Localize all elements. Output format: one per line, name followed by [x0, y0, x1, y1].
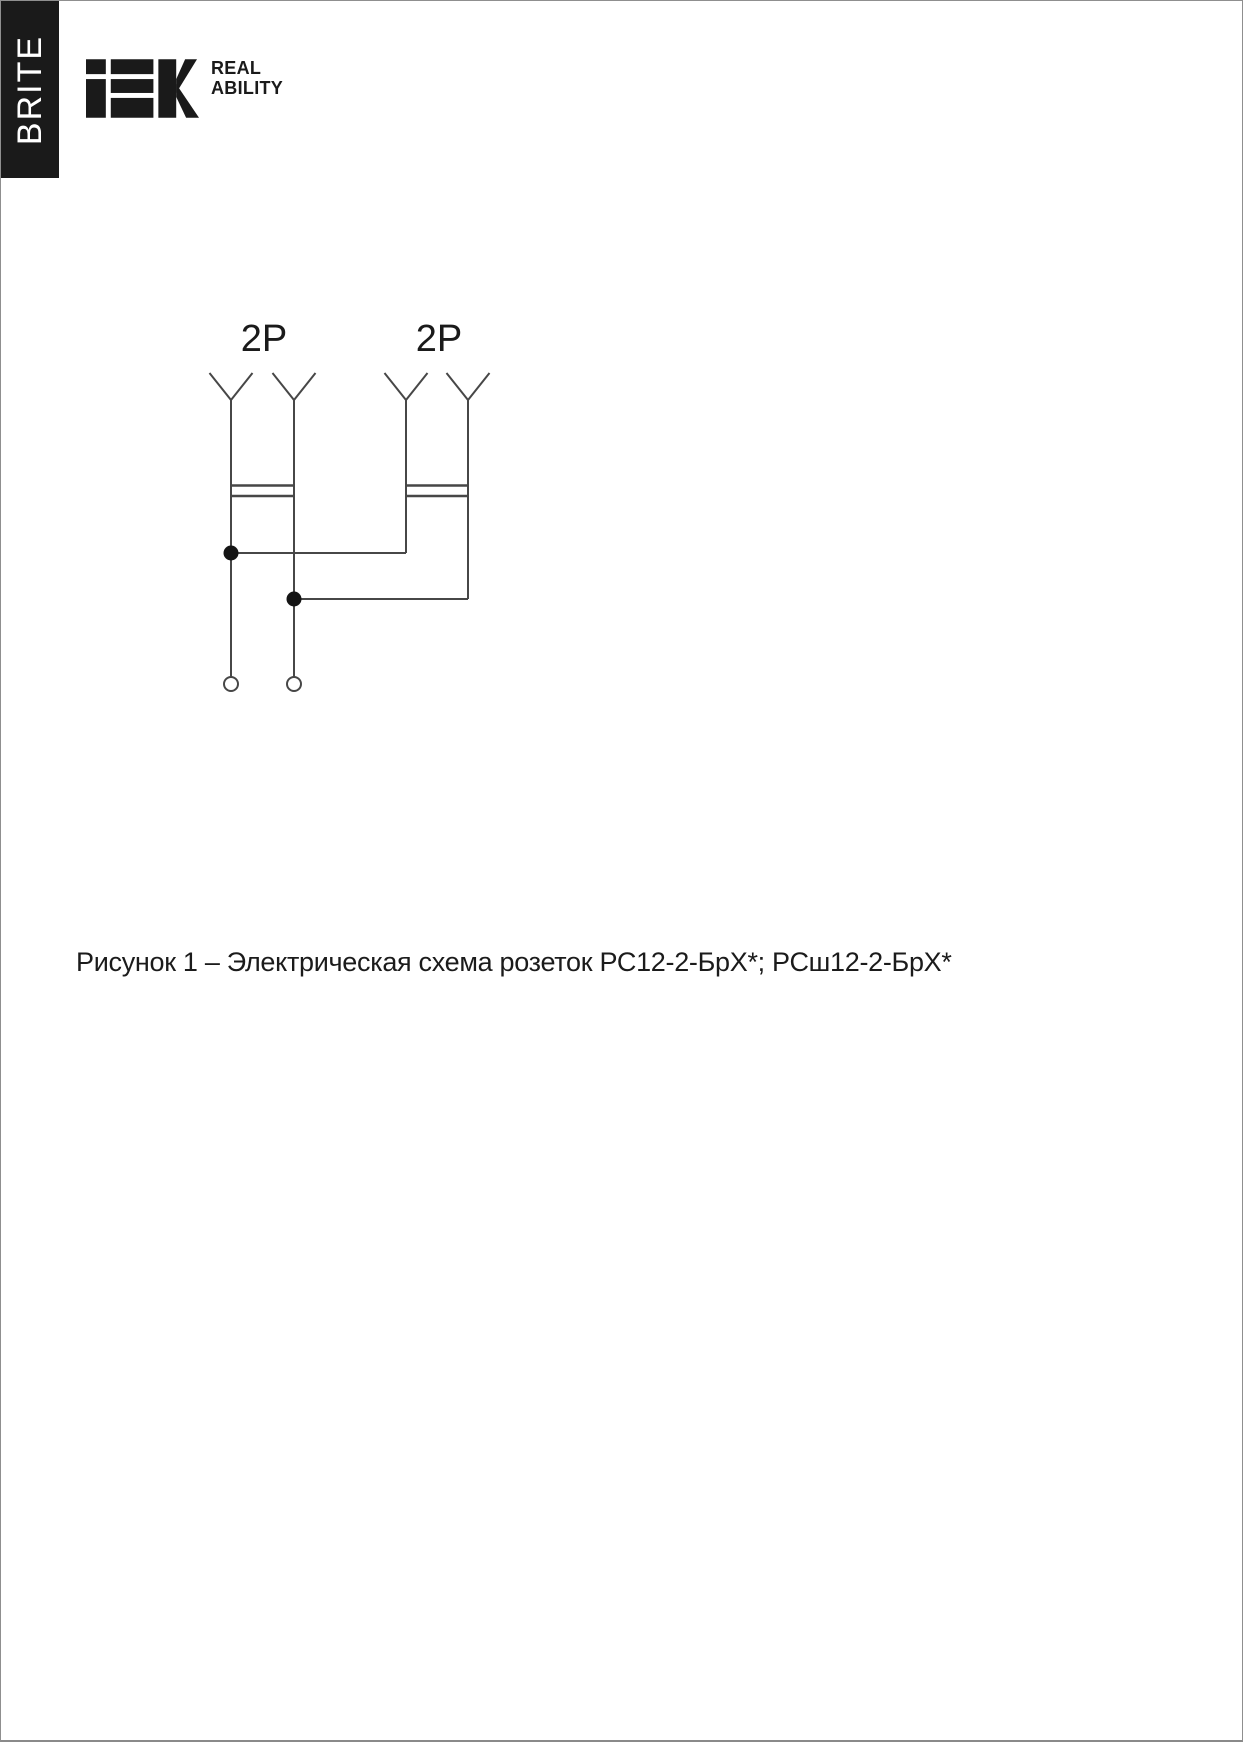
brite-series-banner	[1, 1, 59, 178]
terminal-circle-2	[287, 677, 301, 691]
figure-caption: Рисунок 1 – Электрическая схема розеток РС12-2-БрХ*; РСш12-2-БрХ*	[76, 947, 952, 977]
contact-fork-4	[447, 373, 490, 400]
pole-label-right: 2P	[415, 318, 463, 360]
junction-dot-2	[287, 592, 302, 607]
contact-fork-2	[273, 373, 316, 400]
contact-fork-3	[385, 373, 428, 400]
contact-fork-1	[210, 373, 253, 400]
logo-i-dot	[86, 59, 106, 74]
terminal-circle-1	[224, 677, 238, 691]
logo-k-stem	[158, 59, 176, 117]
logo-i-stem	[86, 79, 106, 118]
logo-tagline	[211, 58, 283, 98]
logo-k-upper-arm	[176, 59, 197, 93]
logo-e-bottom-bar	[111, 98, 154, 118]
logo-e-top-bar	[111, 59, 154, 74]
logo-k-lower-arm	[176, 84, 199, 118]
brite-banner-label: BRITE	[11, 34, 49, 145]
tagline-line-1: REAL	[211, 58, 262, 78]
logo-e-mid-bar	[111, 79, 154, 93]
iek-logo-icon	[86, 59, 199, 118]
tagline-line-2: ABILITY	[211, 78, 284, 98]
junction-dot-1	[224, 546, 239, 561]
pole-label-left: 2P	[240, 318, 288, 360]
socket-wiring-schematic	[181, 301, 511, 711]
